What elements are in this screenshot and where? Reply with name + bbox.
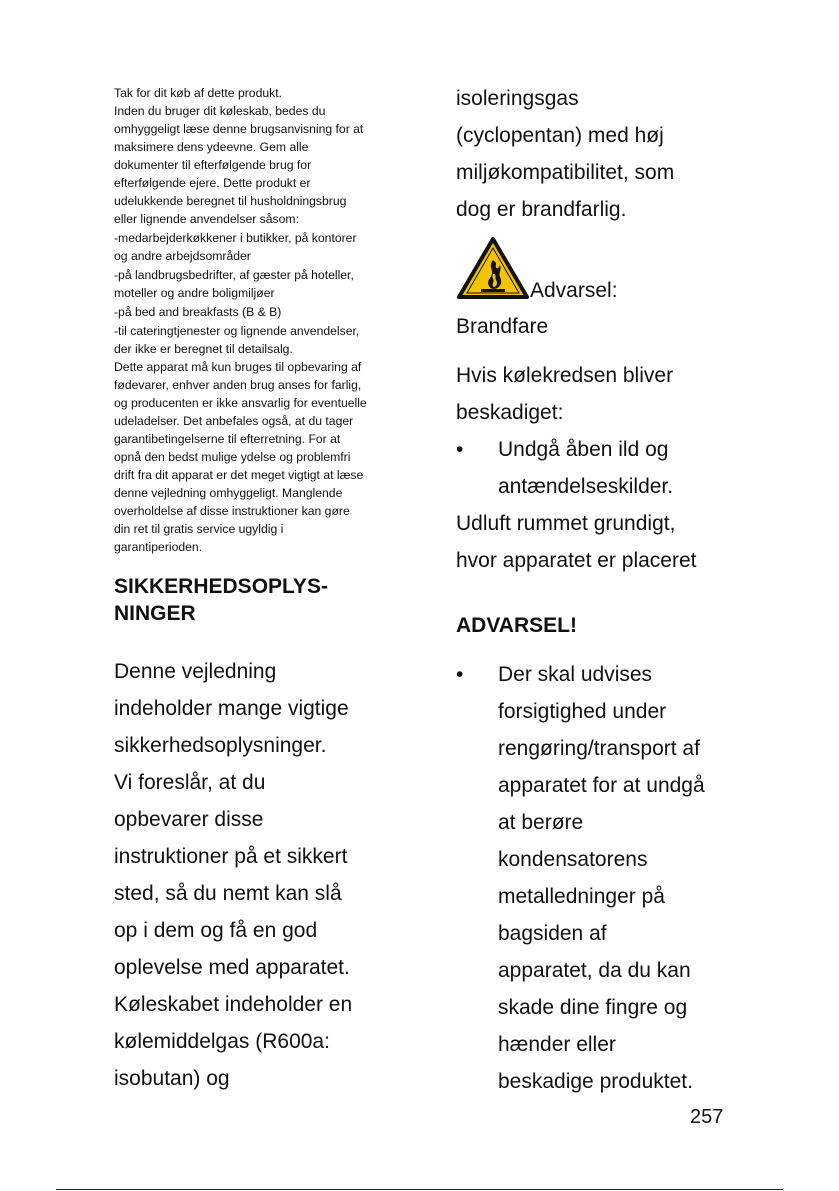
safety-heading-line: SIKKERHEDSOPLYS- (114, 575, 328, 598)
safety-body-line: op i dem og få en god (114, 919, 318, 942)
page-number: 257 (690, 1106, 724, 1128)
bullet-line: kondensatorens (498, 848, 648, 871)
bullet-line: hænder eller (498, 1033, 616, 1056)
damage-line: Hvis kølekredsen bliver (456, 364, 674, 387)
bullet-line: forsigtighed under (498, 700, 667, 723)
bullet-line: beskadige produktet. (498, 1070, 693, 1093)
left-column (114, 84, 394, 1097)
safety-body-line: isobutan) og (114, 1067, 230, 1090)
closing-line: opnå den bedst mulige ydelse og problemfri (114, 450, 351, 464)
intro-line: efterfølgende ejere. Dette produkt er (114, 176, 311, 190)
safety-body-line: opbevarer disse (114, 808, 264, 831)
safety-body-line: sikkerhedsoplysninger. (114, 734, 327, 757)
bullet-line: metalledninger på (498, 885, 665, 908)
damage-line: beskadiget: (456, 401, 564, 424)
safety-heading (114, 573, 374, 627)
continued-line: dog er brandfarlig. (456, 198, 627, 221)
fire-warning (456, 236, 746, 308)
warning-heading: ADVARSEL! (456, 614, 577, 637)
bullet-line: rengøring/transport af (498, 737, 700, 760)
safety-body-line: kølemiddelgas (R600a: (114, 1030, 330, 1053)
usage-list (114, 230, 394, 358)
bullet-symbol: • (456, 663, 464, 686)
bullet-line: apparatet for at undgå (498, 774, 705, 797)
footer-divider (56, 1189, 783, 1190)
usage-item-line: -medarbejderkøkkener i butikker, på kontorer (114, 231, 357, 245)
closing-line: denne vejledning omhyggeligt. Manglende (114, 486, 343, 500)
safety-body-line: instruktioner på et sikkert (114, 845, 348, 868)
safety-body-line: sted, så du nemt kan slå (114, 882, 342, 905)
safety-body-line: Køleskabet indeholder en (114, 993, 353, 1016)
bullet-line: Undgå åben ild og (498, 438, 669, 461)
usage-item-line: og andre arbejdsområder (114, 249, 251, 263)
intro-line: dokumenter til efterfølgende brug for (114, 158, 312, 172)
bullet-line: Der skal udvises (498, 663, 653, 686)
right-column (456, 80, 746, 1100)
bullet-item (456, 431, 746, 505)
closing-line: fødevarer, enhver anden brug anses for farlig, (114, 378, 362, 392)
ventilate-paragraph (456, 505, 746, 579)
closing-line: drift fra dit apparat er det meget vigtigt at læse (114, 468, 364, 482)
intro-line: maksimere dens ydeevne. Gem alle (114, 140, 309, 154)
bullet-line: bagsiden af (498, 922, 607, 945)
bullet-line: skade dine fingre og (498, 996, 688, 1019)
intro-line: udelukkende beregnet til husholdningsbrug (114, 194, 347, 208)
safety-body-line: oplevelse med apparatet. (114, 956, 350, 979)
usage-item-line: der ikke er beregnet til detailsalg. (114, 342, 293, 356)
usage-item-line: -på landbrugsbedrifter, af gæster på hoteller, (114, 268, 354, 282)
bullet-line: apparatet, da du kan (498, 959, 691, 982)
ventilate-line: Udluft rummet grundigt, (456, 512, 676, 535)
damage-paragraph (456, 357, 746, 431)
intro-line: eller lignende anvendelser såsom: (114, 212, 299, 226)
closing-line: din ret til gratis service ugyldig i (114, 522, 284, 536)
closing-line: overholdelse af disse instruktioner kan gøre (114, 504, 350, 518)
safety-body-line: Denne vejledning (114, 660, 277, 683)
closing-line: Dette apparat må kun bruges til opbevaring af (114, 360, 362, 374)
bullet-line: at berøre (498, 811, 584, 834)
bullet-item (456, 656, 746, 1100)
flammable-warning-icon (456, 236, 530, 300)
continued-line: (cyclopentan) med høj (456, 124, 664, 147)
closing-paragraph (114, 358, 394, 556)
usage-item-line: -til cateringtjenester og lignende anvendelser, (114, 324, 360, 338)
safety-body-line: Vi foreslår, at du (114, 771, 266, 794)
bullet-line: antændelseskilder. (498, 475, 674, 498)
closing-line: garantiperioden. (114, 540, 203, 554)
warning-label: Advarsel: (530, 279, 618, 302)
continued-line: isoleringsgas (456, 87, 579, 110)
usage-item-line: moteller og andre boligmiljøer (114, 286, 275, 300)
safety-body (114, 653, 394, 1097)
intro-paragraph (114, 84, 394, 228)
continued-line: miljøkompatibilitet, som (456, 161, 675, 184)
continued-paragraph (456, 80, 746, 228)
usage-item-line: -på bed and breakfasts (B & B) (114, 305, 282, 319)
intro-line: Inden du bruger dit køleskab, bedes du (114, 104, 326, 118)
bullet-symbol: • (456, 438, 464, 461)
closing-line: udeladelser. Det anbefales også, at du tager (114, 414, 354, 428)
intro-line: omhyggeligt læse denne brugsanvisning for at (114, 122, 364, 136)
safety-heading-line: NINGER (114, 602, 196, 625)
closing-line: garantibetingelserne til efterretning. For at (114, 432, 341, 446)
ventilate-line: hvor apparatet er placeret (456, 549, 697, 572)
safety-body-line: indeholder mange vigtige (114, 697, 349, 720)
closing-line: og producenten er ikke ansvarlig for eventuelle (114, 396, 367, 410)
intro-line: Tak for dit køb af dette produkt. (114, 86, 282, 100)
warning-label-line2: Brandfare (456, 315, 549, 338)
